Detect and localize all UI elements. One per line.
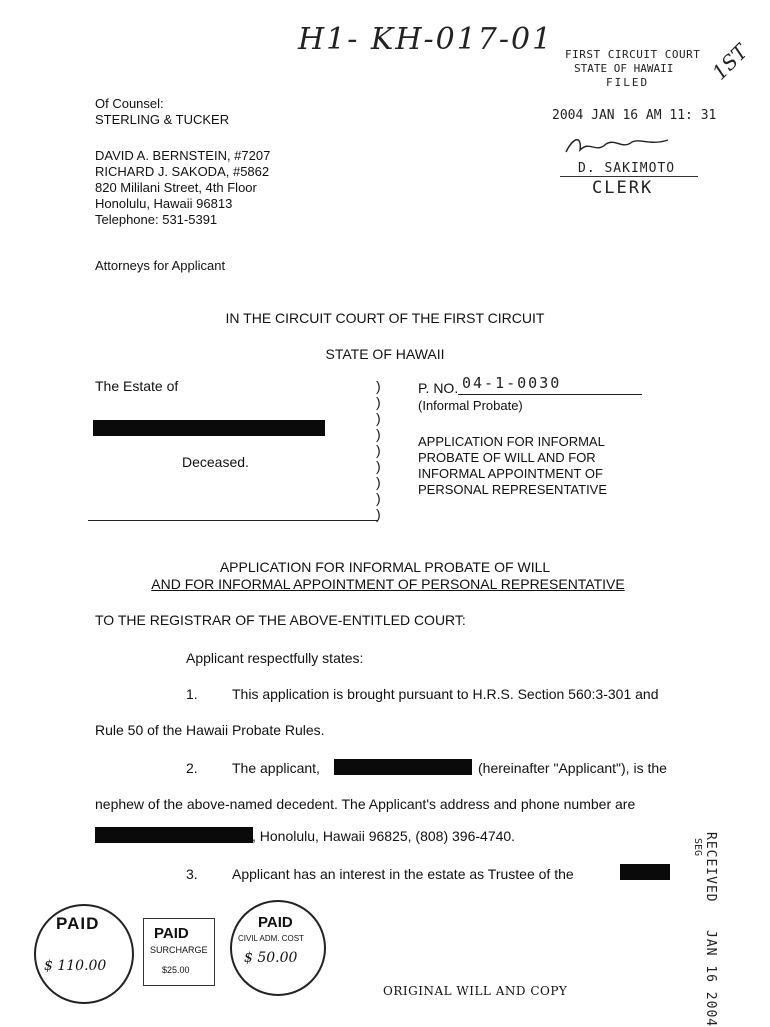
intro: Applicant respectfully states: [186,650,364,666]
redacted-applicant-address [95,827,253,843]
paragraph-2-line-2: nephew of the above-named decedent. The Applicant's address and phone number are [95,796,636,812]
paragraph-1-line-2: Rule 50 of the Hawaii Probate Rules. [95,722,325,738]
surcharge-label: SURCHARGE [150,945,208,955]
footer-note: ORIGINAL WILL AND COPY [383,984,568,998]
paren: ) [376,378,381,394]
attorney-2: RICHARD J. SAKODA, #5862 [95,164,270,179]
deceased-label: Deceased. [182,454,249,470]
paid-stamp-surcharge [143,918,215,986]
caption-title-4: PERSONAL REPRESENTATIVE [418,482,608,497]
salutation: TO THE REGISTRAR OF THE ABOVE-ENTITLED COURT: [95,612,466,628]
telephone: Telephone: 531-5391 [95,212,218,227]
paren: ) [376,410,381,426]
caption-rule [88,520,378,521]
paren: ) [376,490,381,506]
caption-title-1: APPLICATION FOR INFORMAL [418,434,605,449]
document-title-1: APPLICATION FOR INFORMAL PROBATE OF WILL [219,559,551,575]
court-state: STATE OF HAWAII [325,346,445,362]
received-label: RECEIVED [703,832,718,903]
caption-title-2: PROBATE OF WILL AND FOR [418,450,596,465]
address-line-2: Honolulu, Hawaii 96813 [95,196,233,211]
civil-adm-label: CIVIL ADM. COST [238,934,304,943]
civil-adm-amount: $ 50.00 [244,950,298,966]
redacted-decedent-name [93,420,325,436]
paragraph-2-line-1a: The applicant, [232,760,320,776]
clerk-title: CLERK [592,178,654,198]
of-counsel: Of Counsel: [95,96,164,111]
stamp-line-3: FILED [606,76,650,89]
informal-probate: (Informal Probate) [418,398,523,413]
paid-stamp-civil-adm [230,900,326,996]
paren: ) [376,426,381,442]
probate-number-label: P. NO. [418,380,459,396]
document-title-2: AND FOR INFORMAL APPOINTMENT OF PERSONAL REPRESENTATIVE [151,576,625,592]
redacted-applicant-name [334,759,472,775]
estate-label: The Estate of [95,378,179,394]
paragraph-2-line-3: , Honolulu, Hawaii 96825, (808) 396-4740. [252,828,516,844]
paren: ) [376,394,381,410]
surcharge-paid-label: PAID [154,925,189,942]
clerk-signature-icon [560,132,680,160]
surcharge-amount: $25.00 [162,965,190,975]
paragraph-3-number: 3. [186,866,198,882]
probate-number-rule [458,394,642,395]
paren: ) [376,458,381,474]
address-line-1: 820 Mililani Street, 4th Floor [95,180,257,195]
paren: ) [376,506,381,522]
paragraph-2-number: 2. [186,760,198,776]
attorney-role: Attorneys for Applicant [95,258,226,273]
stamp-line-2: STATE OF HAWAII [574,62,674,75]
paren: ) [376,474,381,490]
corner-mark: 1ST [707,39,753,85]
caption-title-3: INFORMAL APPOINTMENT OF [418,466,603,481]
paren: ) [376,442,381,458]
paragraph-2-line-1b: (hereinafter "Applicant"), is the [478,760,667,776]
clerk-name: D. SAKIMOTO [578,161,676,176]
received-date: JAN 16 2004 [703,930,718,1027]
file-number: H1- KH-017-01 [298,22,554,57]
stamp-line-1: FIRST CIRCUIT COURT [565,48,701,61]
firm-name: STERLING & TUCKER [95,112,230,127]
paragraph-1-line-1: This application is brought pursuant to H.R.S. Section 560:3-301 and [232,686,659,702]
paid-stamp-label: PAID [56,914,100,933]
probate-number: 04-1-0030 [462,374,562,392]
civil-paid-label: PAID [258,914,293,931]
paragraph-1-number: 1. [186,686,198,702]
received-code: SEG [692,838,703,857]
court-name: IN THE CIRCUIT COURT OF THE FIRST CIRCUIT [225,310,545,326]
clerk-rule [560,176,698,177]
paid-stamp-filing [34,904,134,1004]
paid-stamp-amount: $ 110.00 [44,958,107,974]
paragraph-3-line-1: Applicant has an interest in the estate as Trustee of the [232,866,574,882]
redacted-trust-name [620,864,670,880]
attorney-1: DAVID A. BERNSTEIN, #7207 [95,148,271,163]
stamp-datetime: 2004 JAN 16 AM 11: 31 [552,108,717,123]
